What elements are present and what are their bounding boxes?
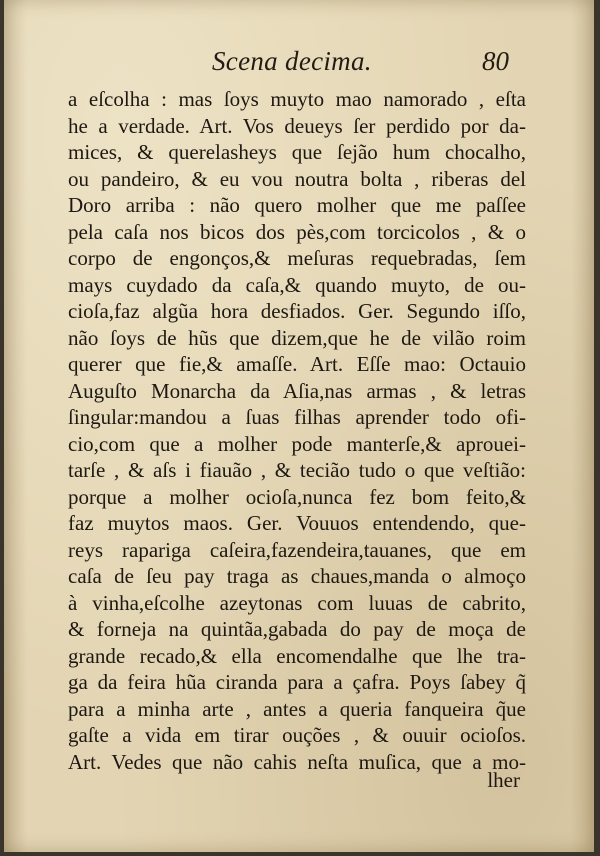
text-line: gaſte a vida em tirar ouções , & ouuir ocioſos. bbox=[68, 723, 526, 747]
page-number: 80 bbox=[482, 46, 509, 76]
text-line: grande recado,& ella encomendalhe que lhe tra- bbox=[68, 643, 526, 668]
text-line: cioſa,faz algũa hora desfiados. Ger. Segundo iſſo, bbox=[68, 299, 526, 323]
text-line: ga da feira hũa ciranda para a çafra. Poys ſabey q̃ bbox=[68, 670, 526, 694]
text-line: mays cuydado da caſa,& quando muyto, de ou- bbox=[68, 272, 526, 297]
book-page bbox=[4, 0, 594, 852]
text-line: mices, & querelasheys que ſejão hum chocalho, bbox=[68, 140, 526, 164]
text-line: he a verdade. Art. Vos deueys ſer perdido por da- bbox=[68, 113, 526, 138]
text-line: a eſcolha : mas ſoys muyto mao namorado , eſta bbox=[68, 87, 526, 111]
text-line: ou pandeiro, & eu vou noutra bolta , riberas del bbox=[68, 166, 526, 191]
text-line: corpo de engonços,& meſuras requebradas, ſem bbox=[68, 246, 526, 270]
text-line: pela caſa nos bicos dos pès,com torcicolos , & o bbox=[68, 219, 526, 244]
text-line: não ſoys de hũs que dizem,que he de vilão roim bbox=[68, 325, 526, 350]
text-line: ſingular:mandou a ſuas filhas aprender todo ofi- bbox=[68, 405, 526, 429]
text-line: Art. Vedes que não cahis neſta muſica, que a mo- bbox=[68, 749, 526, 774]
running-title: Scena decima. bbox=[212, 46, 372, 76]
body-text bbox=[68, 86, 526, 775]
text-line: caſa de ſeu pay traga as chaues,manda o almoço bbox=[68, 564, 526, 588]
text-line: cio,com que a molher pode manterſe,& aprouei- bbox=[68, 431, 526, 456]
text-line: Doro arriba : não quero molher que me paſſee bbox=[68, 193, 526, 217]
text-line: à vinha,eſcolhe azeytonas com luuas de cabrito, bbox=[68, 590, 526, 615]
catchword: lher bbox=[487, 768, 520, 792]
page-header bbox=[4, 46, 594, 80]
text-line: porque a molher ocioſa,nunca fez bom feito,& bbox=[68, 484, 526, 509]
text-line: reys rapariga caſeira,fazendeira,tauanes, que em bbox=[68, 537, 526, 562]
text-line: para a minha arte , antes a queria fanqueira q̃ue bbox=[68, 696, 526, 721]
text-line: & forneja na quintãa,gabada do pay de moça de bbox=[68, 617, 526, 641]
text-line: querer que fie,& amaſſe. Art. Eſſe mao: Octauio bbox=[68, 352, 526, 376]
text-line: faz muytos maos. Ger. Vouuos entendendo, que- bbox=[68, 511, 526, 535]
text-line: Auguſto Monarcha da Aſia,nas armas , & letras bbox=[68, 378, 526, 403]
text-line: tarſe , & aſs i fiauão , & tecião tudo o que veſtião: bbox=[68, 458, 526, 482]
